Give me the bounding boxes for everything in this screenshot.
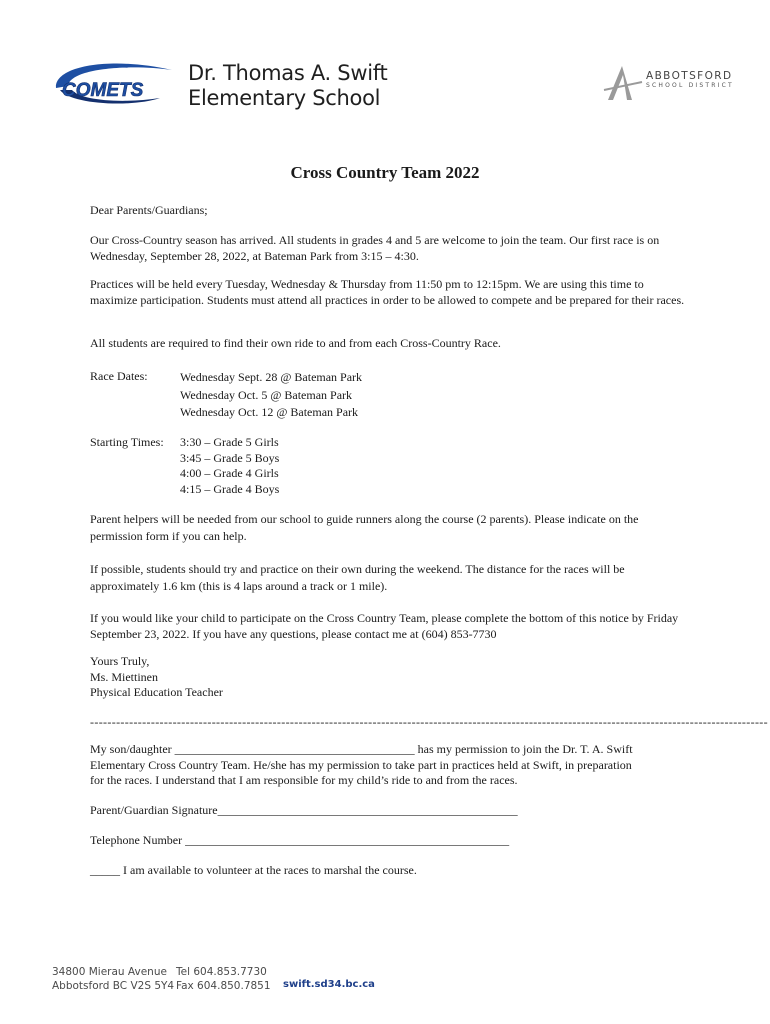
district-subtitle: SCHOOL DISTRICT [646,82,734,89]
volunteer-checkbox-line[interactable]: _____ I am available to volunteer at the races to marshal the course. [90,863,417,877]
cut-line-separator: ------------------------------------------------------------------------------------------------------------------------------------------------------------ [90,715,768,729]
greeting: Dear Parents/Guardians; [90,203,208,217]
starting-times-list [180,435,279,497]
race-date: Wednesday Oct. 5 @ Bateman Park [180,387,353,402]
starting-time: 4:00 – Grade 4 Girls [180,466,279,480]
school-name-line2: Elementary School [188,86,381,110]
consent-line: My son/daughter ________________________________________ has my permission to join the Dr. T. A. Swift [90,742,633,756]
starting-time: 3:30 – Grade 5 Girls [180,435,279,449]
paragraph-practices: Practices will be held every Tuesday, Wednesday & Thursday from 11:50 pm to 12:15pm. We are using this time to maximize participation. Students must attend all practices in order to be allowed to compete and be prepared for their races. [90,277,685,307]
consent-line: Elementary Cross Country Team. He/she has my permission to take part in practices held at Swift, in preparation [90,757,632,772]
website-link[interactable]: swift.sd34.bc.ca [283,979,375,990]
school-name [188,61,387,111]
starting-times-label: Starting Times: [90,435,164,449]
page-title: Cross Country Team 2022 [290,163,480,182]
paragraph-practice-distance: If possible, students should try and practice on their own during the weekend. The distance for the races will be approximately 1.6 km (this is 4 laps around a track or 1 mile). [90,562,625,593]
paragraph-season: Our Cross-Country season has arrived. All students in grades 4 and 5 are welcome to join the team. Our first race is on Wednesday, September 28, 2022, at Bateman Park from 3:15 – 4:30. [90,233,660,263]
consent-line: for the races. I understand that I am responsible for my child’s ride to and from the races. [90,773,518,787]
telephone-number: Tel 604.853.7730 [176,966,267,978]
school-name-line1: Dr. Thomas A. Swift [188,61,388,85]
closing: Yours Truly, [90,654,150,668]
footer-contact [176,965,271,993]
signer-title: Physical Education Teacher [90,685,223,699]
race-date: Wednesday Sept. 28 @ Bateman Park [180,370,363,384]
race-date: Wednesday Oct. 12 @ Bateman Park [180,405,359,419]
parent-signature-field[interactable]: Parent/Guardian Signature__________________________________________________ [90,803,518,817]
signer-name: Ms. Miettinen [90,669,158,684]
signature-block [90,654,690,701]
paragraph-parent-helpers: Parent helpers will be needed from our school to guide runners along the course (2 parents). Please indicate on the permission form if you can help. [90,512,639,543]
fax-number: Fax 604.850.7851 [176,980,271,992]
telephone-number-field[interactable]: Telephone Number ______________________________________________________ [90,833,510,847]
starting-time: 3:45 – Grade 5 Boys [180,450,280,465]
footer-address [52,965,174,993]
district-name: ABBOTSFORD [646,70,733,82]
comets-logo-text: COMETS [62,80,144,101]
comets-logo [50,58,176,110]
consent-statement [90,742,700,789]
paragraph-rides: All students are required to find their own ride to and from each Cross-Country Race. [90,336,501,350]
race-dates-list [180,369,362,422]
address-line2: Abbotsford BC V2S 5Y4 [52,980,175,992]
paragraph-participation: If you would like your child to participate on the Cross Country Team, please complete the bottom of this notice by Friday September 23, 2022. If you have any questions, please contact me at (604) 853-7730 [90,611,679,641]
race-dates-label: Race Dates: [90,369,148,383]
address-line1: 34800 Mierau Avenue [52,966,167,978]
starting-time: 4:15 – Grade 4 Boys [180,481,280,496]
